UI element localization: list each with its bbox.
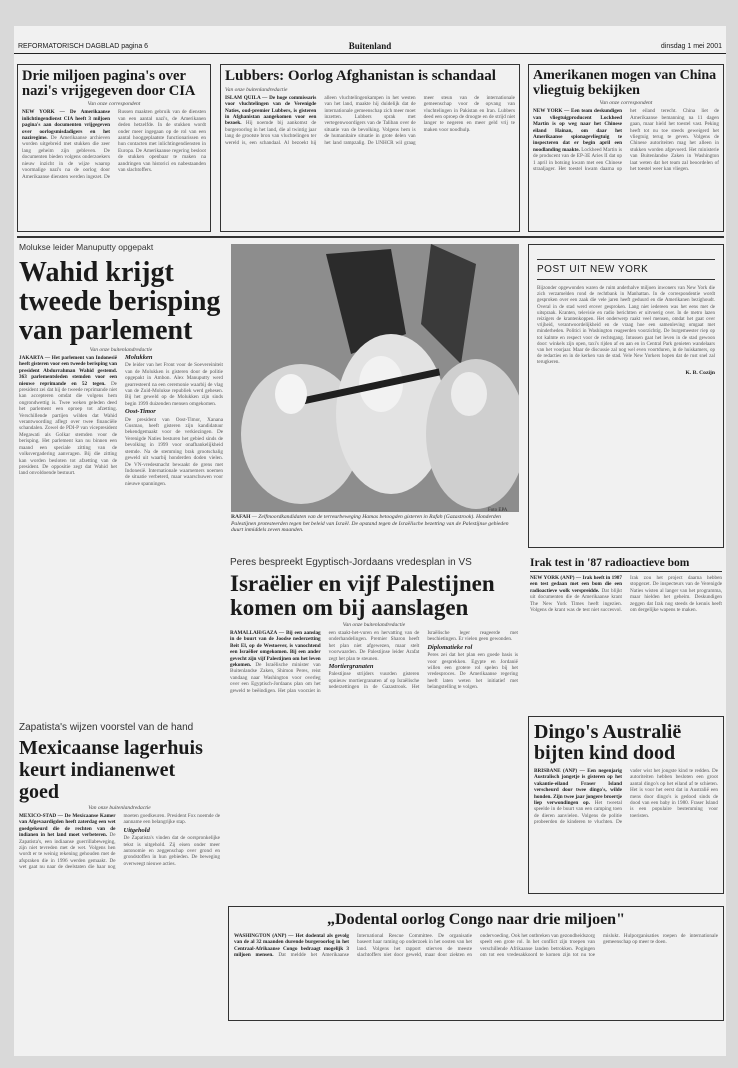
article-title: Mexicaanse lagerhuis keurt indianenwet goed bbox=[19, 737, 203, 803]
article-body: RAMALLAH/GAZA — Bij een aanslag in de buurt van de Joodse nederzetting Beit El, op de Westoever, is vanochtend een Israëlier omgekomen. Bij een ander gevecht zijn vijf Palestijnen om het leven gekomen. De Israëlische minister van Buitenlandse Zaken, Shimon Peres, reist vandaag naar Washington voor overleg over een Egyptisch-Jordaans plan om het geweld te beëindigen. Het plan voorziet in een staakt-het-vuren en hervatting van de onderhandelingen. Premier Sharon heeft het plan niet afgewezen, maar stelt voorwaarden. De Palestijnse leider Arafat zegt het plan te steunen. Mortiergranaten Palestijnse strijders vuurden gisteren opnieuw mortiergranaten af op Israëlische nederzettingen in de Gazastrook. Het Israëlische leger reageerde met beschietingen. Er vielen geen gewonden. Diplomatieke rol Peres zei dat het plan een goede basis is voor gesprekken. Egypte en Jordanië willen een grotere rol spelen bij het vredesproces. De Amerikaanse regering heeft laten weten het initiatief met belangstelling te volgen. bbox=[230, 630, 518, 694]
article-title: Drie miljoen pagina's over nazi's vrijgegeven door CIA bbox=[22, 68, 196, 100]
article-body: BRISBANE (ANP) — Een negenjarig Australisch jongetje is gisteren op het vakantie-eiland Fraser Island verscheurd door twee dingo's, wilde honden. Zijn twee jaar jongere broertje liep verwondingen op. Het tweetal speelde in de buurt van een camping toen de dieren aanvielen. Volgens de politie probeerden de kinderen te vluchten. De vader wist het jongste kind te redden. De autoriteiten hebben besloten een groot aantal dingo's op het eiland af te schieten. Het is voor het eerst dat in Australië een mens door dingo's is gedood sinds de dood van een baby in 1980. Fraser Island is een populaire bestemming voor toeristen. bbox=[534, 768, 718, 826]
page-header bbox=[14, 40, 726, 54]
photo-credit: Foto EPA bbox=[488, 508, 508, 513]
article-wahid bbox=[17, 240, 225, 548]
article-irak bbox=[528, 555, 724, 710]
article-lubbers bbox=[220, 64, 520, 232]
byline: Van onze buitenlandredactie bbox=[225, 86, 288, 93]
header-left: REFORMATORISCH DAGBLAD pagina 6 bbox=[18, 43, 149, 50]
article-title: Dingo's Australië bijten kind dood bbox=[534, 721, 682, 764]
article-body: JAKARTA — Het parlement van Indonesië heeft gisteren voor een tweede berisping van president Abdurrahman Wahid gestemd. 363 parlementsleden stemden voor een nieuwe reprimande en 52 tegen. De president zei dat hij de tweede reprimande niet kan accepteren omdat die volgens hem ongrondwettig is. Twee weken geleden deed het parlement een oproep tot afzetting. Verschillende partijen wilden dat Wahid verantwoording aflegt over twee financiële schandalen. Zowel de PDI-P van vicepresident Megawati als Golkar stemden voor de berisping. Het parlement kan nu binnen een maand een speciale zitting van de volksvergadering aanvragen. Bij die zitting kan worden besloten tot afzetting van de president. De oppositie zegt dat Wahid het land onvoldoende bestuurt. Molukken De leider van het Front voor de Soevereiniteit van de Molukken is gisteren door de politie opgepakt in Ambon. Alex Manuputty werd gearresteerd na een ceremonie waarbij de vlag van de Zuid-Molukse republiek werd gehesen. Bij het geweld op de Molukken zijn sinds begin 1999 duizenden mensen omgekomen. Oost-Timor De president van Oost-Timor, Xanana Gusmao, heeft gisteren zijn kandidatuur bekendgemaakt voor de verkiezingen. De Verenigde Naties besturen het gebied sinds de bevolking in 1999 voor onafhankelijkheid stemde. Na de stemming brak grootschalig geweld uit waarbij honderden doden vielen. De VN-vredesmacht bewaakt de grens met Indonesië. Internationale waarnemers noemen de situatie verbeterd, maar waarschuwen voor nieuwe spanningen. bbox=[19, 354, 223, 487]
article-title: Lubbers: Oorlog Afghanistan is schandaal bbox=[225, 68, 496, 84]
article-body: NEW YORK (ANP) — Irak heeft in 1987 een test gedaan met een bom die een radioactieve wolk verspreidde. Dat blijkt uit documenten die de Amerikaanse krant The New York Times heeft ingezien. Volgens de krant was de test niet succesvol. Irak zou het project daarna hebben stopgezet. De inspecteurs van de Verenigde Naties wisten al langer van het programma, maar hielden het geheim. Deskundigen zeggen dat Irak nog steeds de kennis heeft om dergelijke wapens te maken. bbox=[530, 575, 722, 614]
news-photo bbox=[231, 244, 519, 512]
article-china bbox=[528, 64, 724, 232]
byline: Van onze buitenlandredactie bbox=[342, 622, 406, 628]
article-title: Irak test in '87 radioactieve bom bbox=[530, 557, 722, 572]
article-cia bbox=[17, 64, 211, 232]
article-title: „Dodental oorlog Congo naar drie miljoen" bbox=[327, 911, 625, 928]
article-title: Israëlier en vijf Palestijnen komen om bij aanslagen bbox=[230, 571, 495, 620]
article-title: Wahid krijgt tweede berisping van parlement bbox=[19, 257, 221, 346]
subhead: Oost-Timor bbox=[125, 408, 156, 416]
byline: Van onze buitenlandredactie bbox=[89, 347, 153, 353]
column-signature: K. B. Cozijn bbox=[685, 369, 715, 376]
article-mexico bbox=[17, 720, 222, 1020]
photo-caption: RAFAH — Zelfmoordkandidaten van de terreurbeweging Hamas betoogden gisteren in Rafah (Gazastrook). Honderden Palestijnen protesteerden tegen het beleid van Israël. De opstand tegen de Israëlische bezetting van de Palestijnse gebieden duurt inmiddels zeven maanden. bbox=[231, 514, 509, 534]
photo-illustration bbox=[231, 244, 519, 512]
subhead: Mortiergranaten bbox=[328, 663, 374, 671]
article-body: NEW YORK — De Amerikaanse inlichtingendienst CIA heeft 3 miljoen pagina's aan documenten vrijgegeven over oorlogsmisdadigers en het naziregime. De Amerikaanse archieven worden uitgebreid met stukken die zeer lang geheim zijn gebleven. De documenten bieden volgens onderzoekers nieuw inzicht in de wijze waarop voormalige nazi's na de oorlog door Amerikaanse diensten werden ingezet. De Russen maakten gebruik van de diensten van een aantal nazi's, de Amerikanen deden hetzelfde. In de stukken wordt onder meer ingegaan op de rol van een aantal hooggeplaatste functionarissen en hun contacten met inlichtingendiensten in Europa. De Amerikaanse regering besloot de stukken openbaar te maken na aandringen van historici en nabestaanden van slachtoffers. bbox=[22, 109, 206, 180]
article-body: MEXICO-STAD — De Mexicaanse Kamer van Afgevaardigden heeft zaterdag een wet goedgekeurd die de rechten van de indianen in het land moet verbeteren. De Zapatista's, een indiaanse guerrillabeweging, zijn niet tevreden met de wet. Volgens hen wordt er te weinig rekening gehouden met de afspraken die in 1996 werden gemaakt. De wet gaat nu naar de deelstaten die haar nog moeten goedkeuren. President Fox noemde de aanname een belangrijke stap. Uitgehold De Zapatista's vinden dat de oorspronkelijke tekst is uitgehold. Zij eisen onder meer autonomie en zeggenschap over grond en grondstoffen in hun gebieden. De beweging overweegt nieuwe acties. bbox=[19, 813, 220, 871]
byline: Van onze correspondent bbox=[599, 100, 653, 107]
column-post-new-york bbox=[528, 244, 724, 548]
byline: Van onze buitenlandredactie bbox=[88, 805, 151, 811]
article-dingo bbox=[528, 716, 724, 894]
article-body: NEW YORK — Een team deskundigen van vliegtuigproducent Lockheed Martin is op weg naar het Chinese eiland Hainan, om daar het Amerikaanse spionagevliegtuig te inspecteren dat er begin april een noodlanding maakte. Lockheed Martin is de producent van de EP-3E Aries II dat op 1 april in botsing kwam met een Chinese straaljager. Het toestel kwam daarna op het eiland terecht. China liet de Amerikaanse bemanning na 11 dagen gaan, maar hield het toestel vast. Peking heeft tot nu toe steeds geweigerd het vliegtuig terug te geven. Volgens de Chinese autoriteiten mag het alleen in stukken worden afgevoerd. Het ministerie van Buitenlandse Zaken in Washington laat weten dat het team zal beoordelen of het toestel weer kan vliegen. bbox=[533, 108, 719, 173]
kicker: Peres bespreekt Egyptisch-Jordaans vredesplan in VS bbox=[230, 557, 472, 568]
kicker: Molukse leider Manuputty opgepakt bbox=[19, 242, 154, 252]
subhead: Uitgehold bbox=[123, 826, 150, 834]
article-israel bbox=[228, 555, 520, 715]
article-title: Amerikanen mogen van China vliegtuig bekijken bbox=[533, 68, 717, 98]
byline: Van onze correspondent bbox=[87, 101, 141, 108]
subhead: Diplomatieke rol bbox=[427, 643, 473, 651]
divider bbox=[17, 236, 724, 238]
column-body: Bijzonder opgewonden waren de ruim anderhalve miljoen inwoners van New York die zich verzamelden rond de rechtbank in Manhattan. In de correspondentie wordt gesproken over een zaak die vele jaren heeft geduurd en die Amerikanen bezighoudt. Overal in de stad werd erover gesproken. Lang niet iedereen was het eens met de uitspraak. Kranten, televisie en radio berichtten er uitvoerig over. In de metro lazen reizigers de krantenkoppen. Het onderwerp raakt veel mensen, omdat het gaat over vrijheid, verantwoordelijkheid en de vraag hoe een samenleving omgaat met minderheden. Politici in Washington reageerden voorzichtig. De burgemeester riep op tot kalmte en respect voor de rechtsgang. Intussen gaat het leven in de stad gewoon door: winkels zijn open, taxi's rijden af en aan en in Central Park genieten wandelaars van het voorjaar. Maar de discussie zal nog wel even voortduren, in de huiskamers, op de redacties en in de kerken van de stad. Vele New Yorkers hopen dat de rust snel zal terugkeren. bbox=[537, 286, 715, 366]
header-date: dinsdag 1 mei 2001 bbox=[660, 43, 722, 50]
section-title: Buitenland bbox=[348, 41, 392, 51]
article-body: ISLAM QUILA — De hoge commissaris voor vluchtelingen van de Verenigde Naties, oud-premier Lubbers, is gisteren in Afghanistan aangekomen voor een bezoek. Hij noemde bij aankomst de burgeroorlog in het land, die al twintig jaar lang de grootste bron van vluchtelingen ter wereld is, een schandaal. Al bezoekt hij alleen vluchtelingenkampen in het westen van het land, maakte hij duidelijk dat de internationale gemeenschap zich meer moet inzetten. Lubbers sprak met vertegenwoordigers van de Taliban over de situatie van de bevolking. Volgens hem is de humanitaire situatie in grote delen van het land rampzalig. De UNHCR wil graag meer steun van de internationale gemeenschap voor de opvang van vluchtelingen in Pakistan en Iran. Lubbers deed een oproep de droogte en de strijd niet langer te negeren en meer geld vrij te maken voor noodhulp. bbox=[225, 94, 515, 146]
article-congo bbox=[228, 906, 724, 1021]
article-body: WASHINGTON (ANP) — Het dodental als gevolg van de al 32 maanden durende burgeroorlog in het Centraal-Afrikaanse Congo bedraagt mogelijk 3 miljoen mensen. Dat meldde het Amerikaanse International Rescue Committee. De organisatie baseert haar raming op onderzoek in het oosten van het land. Volgens het rapport stierven de meeste slachtoffers niet door geweld, maar door ziekten en ondervoeding. Ook het ontbreken van gezondheidszorg speelt een grote rol. In het conflict zijn troepen van verschillende Afrikaanse landen betrokken. Pogingen om tot een vredesakkoord te komen zijn tot nu toe mislukt. Hulporganisaties roepen de internationale gemeenschap op meer te doen. bbox=[234, 932, 718, 959]
subhead: Molukken bbox=[125, 354, 153, 361]
kicker: Zapatista's wijzen voorstel van de hand bbox=[19, 722, 194, 733]
column-title: POST UIT NEW YORK bbox=[537, 259, 715, 280]
